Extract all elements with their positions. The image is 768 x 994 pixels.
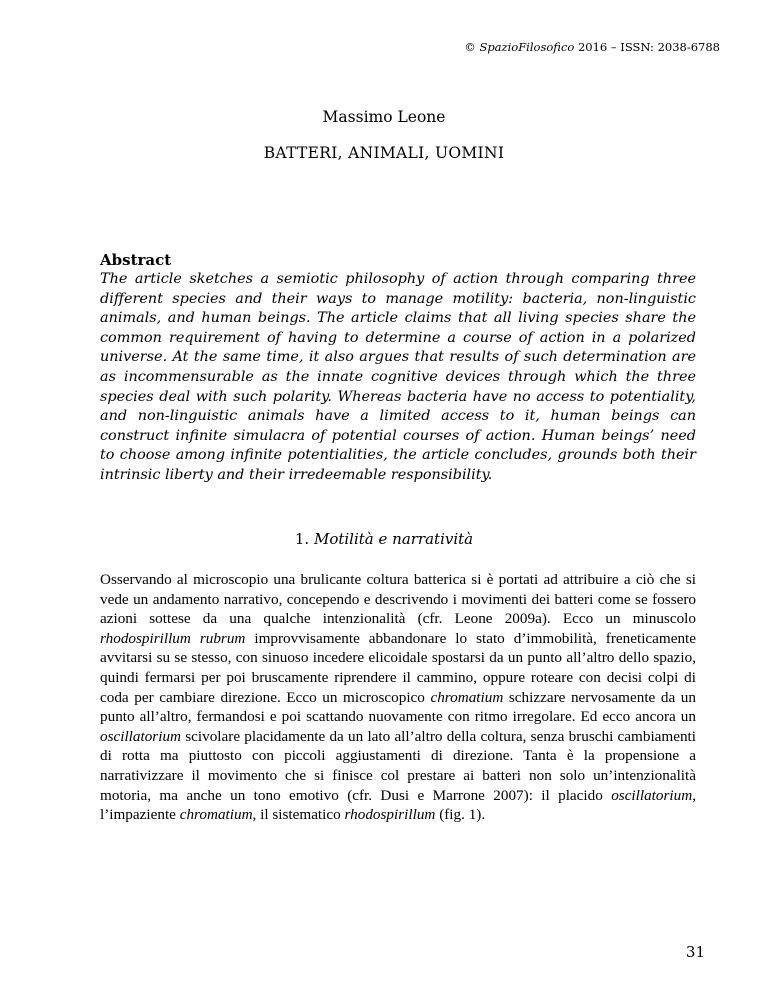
section-title: Motilità e narratività xyxy=(313,530,474,548)
running-header xyxy=(464,40,720,54)
body-text-segment: schizzare nervosamente da un punto all’altro, fermandosi e poi scattando nuovamente con ritmo irregolare. Ed ecco ancora un xyxy=(100,688,696,726)
species-name: chromatium xyxy=(179,806,253,824)
section-heading xyxy=(0,530,768,548)
copyright-prefix: © xyxy=(464,40,480,54)
body-text-segment: , il sistematico xyxy=(252,806,345,824)
body-text-segment: (fig. 1). xyxy=(435,806,486,824)
body-text-segment: , l’impaziente xyxy=(100,786,696,824)
section-number: 1. xyxy=(294,530,314,548)
species-name: rhodospirillum rubrum xyxy=(100,629,246,647)
body-text-segment: improvvisamente abbandonare lo stato d’immobilità, freneticamente avvitarsi su se stesso, con sinuoso incedere elicoidale spostarsi da un punto all’altro dello spazio, quindi fermarsi per poi bruscamente riprendere il cammino, oppure roteare con decisi colpi di coda per cambiare direzione. Ecco un microscopico xyxy=(100,629,696,706)
body-paragraph xyxy=(100,570,696,825)
species-name: rhodospirillum xyxy=(344,806,436,824)
page-number: 31 xyxy=(685,943,705,961)
author-name: Massimo Leone xyxy=(322,108,446,126)
issn-text: 2016 – ISSN: 2038-6788 xyxy=(574,40,720,54)
species-name: chromatium xyxy=(430,688,504,706)
body-text-segment: Osservando al microscopio una brulicante coltura batterica si è portati ad attribuire a ciò che si vede un andamento narrativo, concependo e descrivendo i movimenti dei batteri come se fossero azioni sottese da una qualche intenzionalità (cfr. Leone 2009a). Ecco un minuscolo xyxy=(100,571,696,628)
species-name: oscillatorium xyxy=(611,786,693,804)
body-text-segment: scivolare placidamente da un lato all’altro della coltura, senza bruschi cambiamenti di rotta ma piuttosto con piccoli aggiustamenti di direzione. Tanta è la propensione a narrativizzare il movimento che si finisce col prestare ai batteri non solo un’intenzionalità motoria, ma anche un tono emotivo (cfr. Dusi e Marrone 2007): il placido xyxy=(100,727,696,804)
abstract-text: The article sketches a semiotic philosophy of action through comparing three different species and their ways to manage motility: bacteria, non-linguistic animals, and human beings. The article claims that all living species share the common requirement of having to determine a course of action in a polarized universe. At the same time, it also argues that results of such determination are as incommensurable as the innate cognitive devices through which the three species deal with such polarity. Whereas bacteria have no access to potentiality, and non-linguistic animals have a limited access to it, human beings can construct infinite simulacra of potential courses of action. Human beings’ need to choose among infinite potentialities, the article concludes, grounds both their intrinsic liberty and their irredeemable responsibility. xyxy=(100,271,696,483)
abstract-heading: Abstract xyxy=(100,251,172,269)
journal-name: SpazioFilosofico xyxy=(479,40,575,54)
species-name: oscillatorium xyxy=(100,727,182,745)
article-title: BATTERI, ANIMALI, UOMINI xyxy=(263,144,505,162)
abstract-block xyxy=(100,251,696,486)
